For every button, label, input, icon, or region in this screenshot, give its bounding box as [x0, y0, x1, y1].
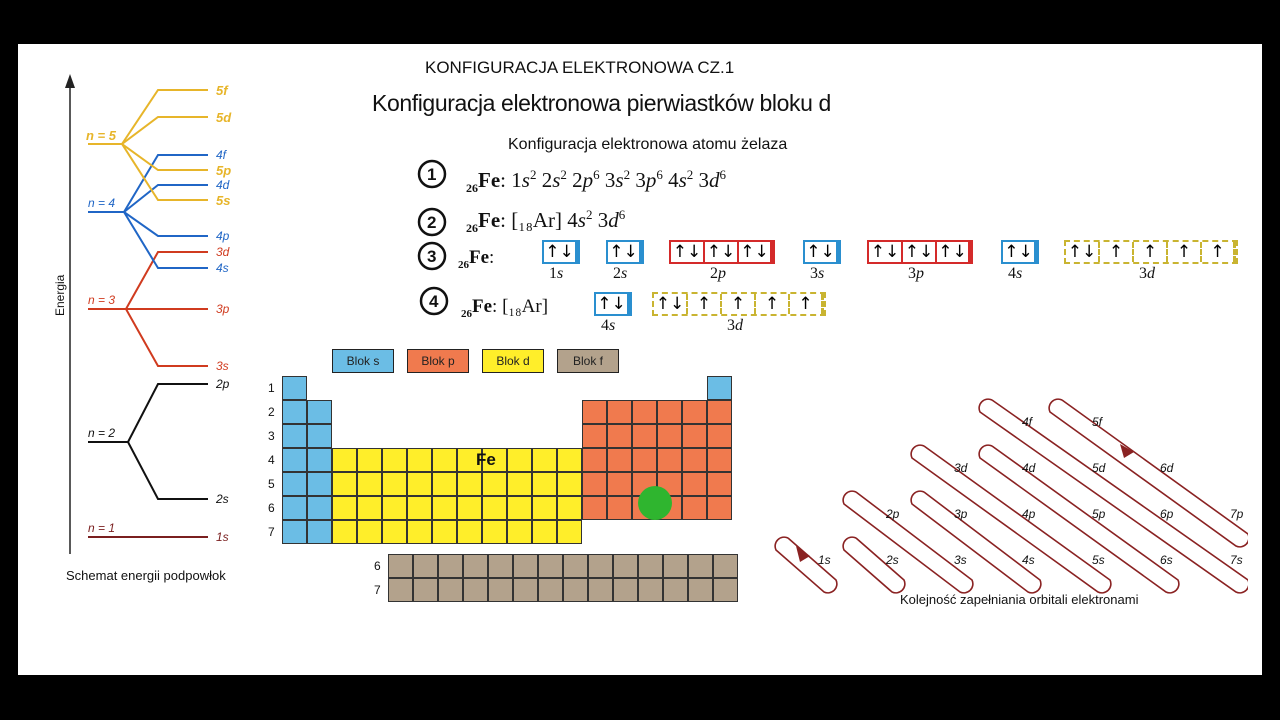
p-block-cell [607, 400, 632, 424]
subshell-1s: 1s [216, 530, 229, 544]
p-block-cell [682, 400, 707, 424]
s-block-cell [307, 448, 332, 472]
p-block-cell [582, 448, 607, 472]
d-block-cell [332, 520, 357, 544]
orbital-cell: ↑↓ [739, 242, 773, 262]
order-label-5s: 5s [1092, 553, 1105, 567]
d-block-cell [507, 520, 532, 544]
f-block-cell [613, 554, 638, 578]
subshell-4p: 4p [216, 229, 230, 243]
legend-block-f: Blok f [557, 349, 619, 373]
d-block-cell [532, 448, 557, 472]
level-n3 [88, 252, 208, 366]
element-symbol: Fe [478, 168, 501, 192]
d-block-cell [457, 520, 482, 544]
s-block-cell [282, 496, 307, 520]
orbital-cell: ↑ [722, 294, 756, 314]
atomic-number: 26 [466, 221, 478, 236]
element-symbol: Fe [478, 208, 501, 232]
orbital-label: 2s [613, 265, 628, 282]
orbital-cell: ↑↓ [596, 294, 630, 314]
noble-core: [₁₈Ar] [511, 208, 563, 232]
f-block-cell [488, 578, 513, 602]
f-block-cell [413, 554, 438, 578]
d-block-cell [457, 496, 482, 520]
orbital-box-1s [542, 240, 580, 264]
orbital-cell: ↑↓ [705, 242, 739, 262]
element-symbol: Fe [472, 296, 493, 317]
d-block-cell [532, 520, 557, 544]
p-block-cell [682, 424, 707, 448]
level-n3-label: n = 3 [88, 293, 116, 307]
orbital-label: 2p [710, 265, 726, 282]
atomic-number: 26 [461, 307, 472, 320]
period-label: 2 [268, 405, 275, 419]
d-block-cell [482, 472, 507, 496]
orbital-cell: ↑ [1168, 242, 1202, 262]
d-block-cell [507, 496, 532, 520]
s-block-cell [307, 472, 332, 496]
d-block-cell [457, 472, 482, 496]
d-block-cell [407, 520, 432, 544]
marker-3: 3 [427, 247, 437, 266]
period-label: 5 [268, 477, 275, 491]
config-core-boxes-label: $_{26}$Fe: [₁₈Ar] [461, 296, 549, 320]
s-block-cell [282, 448, 307, 472]
orbital-term: $4s^2$ [668, 167, 694, 192]
orbital-term: $1s^2$ [511, 167, 537, 192]
f-block-cell [413, 578, 438, 602]
subshell-4f: 4f [216, 148, 227, 162]
f-block-cell [638, 578, 663, 602]
orbital-term: $3s^2$ [604, 167, 631, 192]
s-block-cell [307, 520, 332, 544]
p-block-cell [582, 472, 607, 496]
s-block-cell [282, 376, 307, 400]
order-label-3p: 3p [954, 507, 968, 521]
orbital-cell: ↑↓ [937, 242, 971, 262]
element-symbol: Fe [469, 247, 490, 268]
order-label-4f: 4f [1022, 415, 1033, 429]
period-label: 3 [268, 429, 275, 443]
core-orbitals [567, 208, 625, 232]
p-block-cell [582, 400, 607, 424]
orbital-label: 3s [810, 265, 825, 282]
orbital-cell: ↑ [688, 294, 722, 314]
d-block-cell [382, 448, 407, 472]
legend-block-p: Blok p [407, 349, 469, 373]
orbital-cell: ↑↓ [544, 242, 578, 262]
d-block-cell [532, 472, 557, 496]
d-block-cell [407, 448, 432, 472]
atomic-number: 26 [466, 181, 478, 196]
path-start-arrow [796, 546, 810, 562]
p-block-cell [707, 472, 732, 496]
filling-order-diagram [768, 394, 1248, 594]
level-n2 [88, 384, 208, 499]
subshell-5p: 5p [216, 163, 232, 178]
s-block-cell [307, 496, 332, 520]
d-block-cell [332, 472, 357, 496]
d-block-cell [382, 472, 407, 496]
f-block-cell [588, 554, 613, 578]
p-block-cell [682, 496, 707, 520]
marker-2: 2 [427, 213, 437, 232]
orbital-cell: ↑ [1100, 242, 1134, 262]
page-title: Konfiguracja elektronowa pierwiastków bloku d [372, 90, 831, 116]
p-block-cell [607, 424, 632, 448]
orbital-cell: ↑↓ [654, 294, 688, 314]
energy-caption: Schemat energii podpowłok [66, 568, 226, 583]
s-block-cell [282, 400, 307, 424]
d-block-cell [557, 520, 582, 544]
f-period-label: 7 [374, 583, 381, 597]
f-block-cell [563, 554, 588, 578]
config-full: $_{26}$Fe: $1s^2$ $2s^2$ $2p^6$ $3s^2$ $3p^6$ $4s^2$ $3d^6$ [466, 167, 726, 196]
orbital-label: 4s [1008, 265, 1023, 282]
f-block-cell [488, 554, 513, 578]
order-label-4d: 4d [1022, 461, 1036, 475]
f-block-cell [538, 554, 563, 578]
order-label-7p: 7p [1230, 507, 1244, 521]
f-block-cell [513, 578, 538, 602]
f-block-cell [588, 578, 613, 602]
d-block-cell [507, 472, 532, 496]
d-block-cell [332, 496, 357, 520]
s-block-cell [282, 472, 307, 496]
orbital-label: 3d [727, 317, 743, 334]
subshell-5d: 5d [216, 110, 232, 125]
f-block-cell [688, 578, 713, 602]
energy-axis-label: Energia [53, 274, 67, 316]
p-block-cell [632, 424, 657, 448]
f-block-cell [713, 554, 738, 578]
orbital-term: $2s^2$ [541, 167, 567, 192]
orbital-cell: ↑ [790, 294, 824, 314]
p-block-cell [582, 424, 607, 448]
orbital-term: $4s^2$ [567, 207, 593, 232]
d-block-cell [357, 520, 382, 544]
subshell-3p: 3p [216, 302, 230, 316]
energy-axis-arrow [65, 74, 75, 88]
f-block-cell [463, 578, 488, 602]
level-n5 [88, 90, 208, 200]
p-block-cell [682, 472, 707, 496]
orbital-cell: ↑↓ [805, 242, 839, 262]
f-block-cell [538, 578, 563, 602]
p-block-cell [632, 448, 657, 472]
step-markers [416, 156, 456, 316]
orbital-box-4s-core [594, 292, 632, 316]
subshell-4d: 4d [216, 178, 230, 192]
order-label-5d: 5d [1092, 461, 1106, 475]
orbital-term: $3d^6$ [698, 167, 726, 192]
d-block-cell [532, 496, 557, 520]
f-block-cell [613, 578, 638, 602]
full-orbitals [511, 168, 726, 192]
order-label-5f: 5f [1092, 415, 1103, 429]
orbital-cell: ↑↓ [869, 242, 903, 262]
d-block-cell [482, 496, 507, 520]
p-block-cell [657, 448, 682, 472]
orbital-label: 3p [908, 265, 924, 282]
d-block-cell [407, 472, 432, 496]
marker-1: 1 [427, 165, 437, 184]
order-label-7s: 7s [1230, 553, 1243, 567]
orbital-cell: ↑ [1202, 242, 1236, 262]
subshell-5f: 5f [216, 83, 228, 98]
subshell-3d: 3d [216, 245, 230, 259]
s-block-cell [282, 520, 307, 544]
d-block-cell [482, 520, 507, 544]
series-title: KONFIGURACJA ELEKTRONOWA CZ.1 [425, 58, 735, 77]
orbital-cell: ↑ [1134, 242, 1168, 262]
level-n5-label: n = 5 [86, 128, 116, 143]
config-core: $_{26}$Fe: [₁₈Ar] $4s^2$ $3d^6$ [466, 207, 626, 236]
orbital-cell: ↑↓ [1066, 242, 1100, 262]
orbital-cell: ↑↓ [608, 242, 642, 262]
subshell-2s: 2s [216, 492, 229, 506]
d-block-cell [382, 520, 407, 544]
d-block-cell [357, 472, 382, 496]
orbital-cell: ↑ [756, 294, 790, 314]
period-label: 4 [268, 453, 275, 467]
order-label-2s: 2s [886, 553, 899, 567]
subshell-2p: 2p [216, 377, 230, 391]
orbital-label: 3d [1139, 265, 1155, 282]
p-block-cell [607, 496, 632, 520]
d-block-cell [432, 520, 457, 544]
d-block-cell [432, 496, 457, 520]
f-block-cell [688, 554, 713, 578]
order-label-3d: 3d [954, 461, 968, 475]
legend-block-s: Blok s [332, 349, 394, 373]
order-label-6d: 6d [1160, 461, 1174, 475]
f-block-cell [563, 578, 588, 602]
f-block-cell [463, 554, 488, 578]
d-block-cell [557, 448, 582, 472]
p-block-cell [707, 448, 732, 472]
s-block-cell [707, 376, 732, 400]
order-label-4p: 4p [1022, 507, 1036, 521]
orbital-box-3d [1064, 240, 1238, 264]
p-block-cell [607, 472, 632, 496]
orbital-term: $3p^6$ [635, 167, 663, 192]
d-block-cell [432, 472, 457, 496]
orbital-cell: ↑↓ [903, 242, 937, 262]
config-boxes-label: $_{26}$Fe: [458, 247, 495, 271]
f-period-label: 6 [374, 559, 381, 573]
f-block-cell [663, 554, 688, 578]
d-block-cell [557, 472, 582, 496]
orbital-box-3s [803, 240, 841, 264]
order-label-5p: 5p [1092, 507, 1106, 521]
s-block-cell [307, 400, 332, 424]
p-block-cell [657, 424, 682, 448]
noble-core: [₁₈Ar] [502, 296, 549, 317]
filling-path [775, 399, 1248, 593]
p-block-cell [682, 448, 707, 472]
s-block-cell [307, 424, 332, 448]
s-block-cell [282, 424, 307, 448]
orbital-cell: ↑↓ [671, 242, 705, 262]
order-label-6p: 6p [1160, 507, 1174, 521]
order-label-2p: 2p [886, 507, 900, 521]
orbital-cell: ↑↓ [1003, 242, 1037, 262]
orbital-box-3p [867, 240, 973, 264]
f-block-cell [663, 578, 688, 602]
p-block-cell [707, 424, 732, 448]
order-label-4s: 4s [1022, 553, 1035, 567]
f-block-cell [388, 554, 413, 578]
f-block-cell [638, 554, 663, 578]
subshell-5s: 5s [216, 193, 231, 208]
subshell-3s: 3s [216, 359, 229, 373]
d-block-cell [557, 496, 582, 520]
slide [18, 44, 1262, 675]
orbital-term: $2p^6$ [572, 167, 600, 192]
period-label: 1 [268, 381, 275, 395]
periodic-table [268, 376, 738, 606]
level-n1-label: n = 1 [88, 521, 116, 535]
orbital-box-2s [606, 240, 644, 264]
page-subtitle: Konfiguracja elektronowa atomu żelaza [508, 136, 788, 153]
marker-4: 4 [429, 292, 439, 311]
f-block-cell [513, 554, 538, 578]
p-block-cell [632, 400, 657, 424]
subshell-4s: 4s [216, 261, 229, 275]
fe-marker: Fe [476, 450, 496, 469]
orbital-box-4s [1001, 240, 1039, 264]
level-n4-label: n = 4 [88, 196, 116, 210]
order-label-1s: 1s [818, 553, 831, 567]
p-block-cell [707, 496, 732, 520]
p-block-cell [582, 496, 607, 520]
atomic-number: 26 [458, 258, 469, 271]
legend-block-d: Blok d [482, 349, 544, 373]
f-block-cell [438, 578, 463, 602]
period-label: 6 [268, 501, 275, 515]
d-block-cell [357, 448, 382, 472]
f-block-cell [438, 554, 463, 578]
orbital-label: 4s [601, 317, 616, 334]
pointer-dot [638, 486, 672, 520]
p-block-cell [657, 400, 682, 424]
orbital-label: 1s [549, 265, 564, 282]
level-n2-label: n = 2 [88, 426, 116, 440]
p-block-cell [707, 400, 732, 424]
p-block-cell [607, 448, 632, 472]
orbital-box-3d-core [652, 292, 826, 316]
f-block-cell [713, 578, 738, 602]
period-label: 7 [268, 525, 275, 539]
f-block-cell [388, 578, 413, 602]
d-block-cell [507, 448, 532, 472]
d-block-cell [407, 496, 432, 520]
order-label-6s: 6s [1160, 553, 1173, 567]
order-caption: Kolejność zapełniania orbitali elektronami [900, 592, 1139, 607]
d-block-cell [357, 496, 382, 520]
d-block-cell [382, 496, 407, 520]
orbital-box-2p [669, 240, 775, 264]
d-block-cell [332, 448, 357, 472]
orbital-term: $3d^6$ [597, 207, 626, 232]
d-block-cell [432, 448, 457, 472]
order-label-3s: 3s [954, 553, 967, 567]
